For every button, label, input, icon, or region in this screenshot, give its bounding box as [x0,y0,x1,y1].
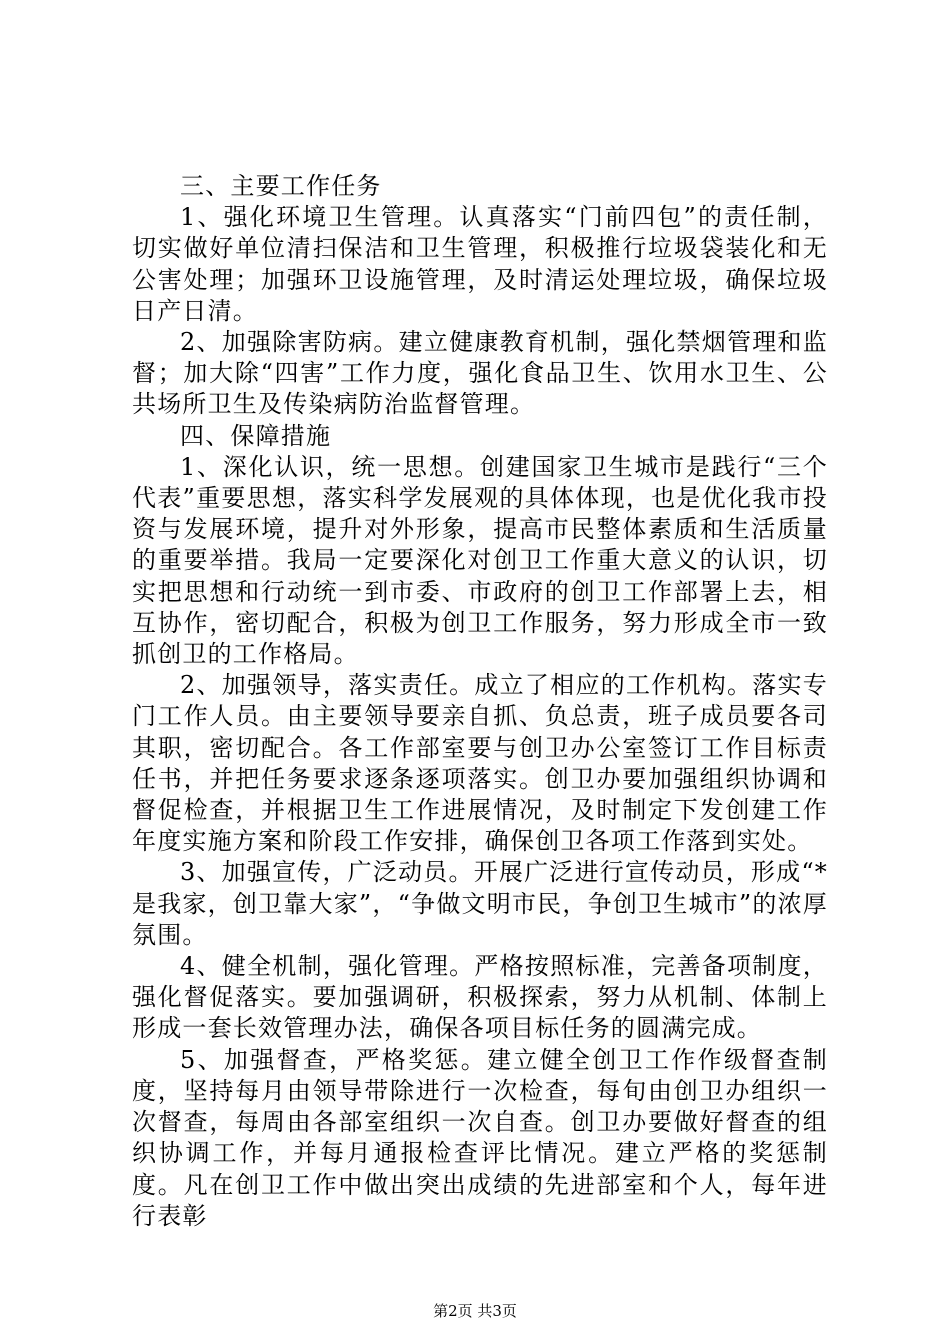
page-number-footer: 第2页 共3页 [433,1302,517,1320]
paragraph-supervision-rewards: 5、加强督查，严格奖惩。建立健全创卫工作作级督查制度，坚持每月由领导带除进行一次检查，每旬由创卫办组织一次督查，每周由各部室组织一次自查。创卫办要做好督查的组织协调工作，并每月通报检查评比情况。建立严格的奖惩制度。凡在创卫工作中做出突出成绩的先进部室和个人，每年进行表彰 [132,1045,828,1230]
paragraph-pest-control: 2、加强除害防病。建立健康教育机制，强化禁烟管理和监督；加大除“四害”工作力度，强化食品卫生、饮用水卫生、公共场所卫生及传染病防治监督管理。 [132,328,828,419]
document-body [132,171,828,1232]
paragraph-publicity-mobilization: 3、加强宣传，广泛动员。开展广泛进行宣传动员，形成“*是我家，创卫靠大家”，“争做文明市民，争创卫生城市”的浓厚氛围。 [132,858,828,949]
paragraph-strengthen-leadership: 2、加强领导，落实责任。成立了相应的工作机构。落实专门工作人员。由主要领导要亲自抓、负总责，班子成员要各司其职，密切配合。各工作部室要与创卫办公室签订工作目标责任书，并把任务要求逐条逐项落实。创卫办要加强组织协调和督促检查，并根据卫生工作进展情况，及时制定下发创建工作年度实施方案和阶段工作安排，确保创卫各项工作落到实处。 [132,671,828,856]
paragraph-environment-management: 1、强化环境卫生管理。认真落实“门前四包”的责任制，切实做好单位清扫保洁和卫生管理，积极推行垃圾袋装化和无公害处理；加强环卫设施管理，及时清运处理垃圾，确保垃圾日产日清。 [132,203,828,325]
paragraph-deepen-understanding: 1、深化认识，统一思想。创建国家卫生城市是践行“三个代表”重要思想，落实科学发展观的具体体现，也是优化我市投资与发展环境，提升对外形象，提高市民整体素质和生活质量的重要举措。我局一定要深化对创卫工作重大意义的认识，切实把思想和行动统一到市委、市政府的创卫工作部署上去，相互协作，密切配合，积极为创卫工作服务，努力形成全市一致抓创卫的工作格局。 [132,452,828,669]
section-heading-main-tasks: 三、主要工作任务 [180,172,382,200]
section-heading-safeguards: 四、保障措施 [180,421,332,450]
paragraph-improve-mechanism: 4、健全机制，强化管理。严格按照标准，完善备项制度，强化督促落实。要加强调研，积极探索，努力从机制、体制上形成一套长效管理办法，确保各项目标任务的圆满完成。 [132,952,828,1043]
